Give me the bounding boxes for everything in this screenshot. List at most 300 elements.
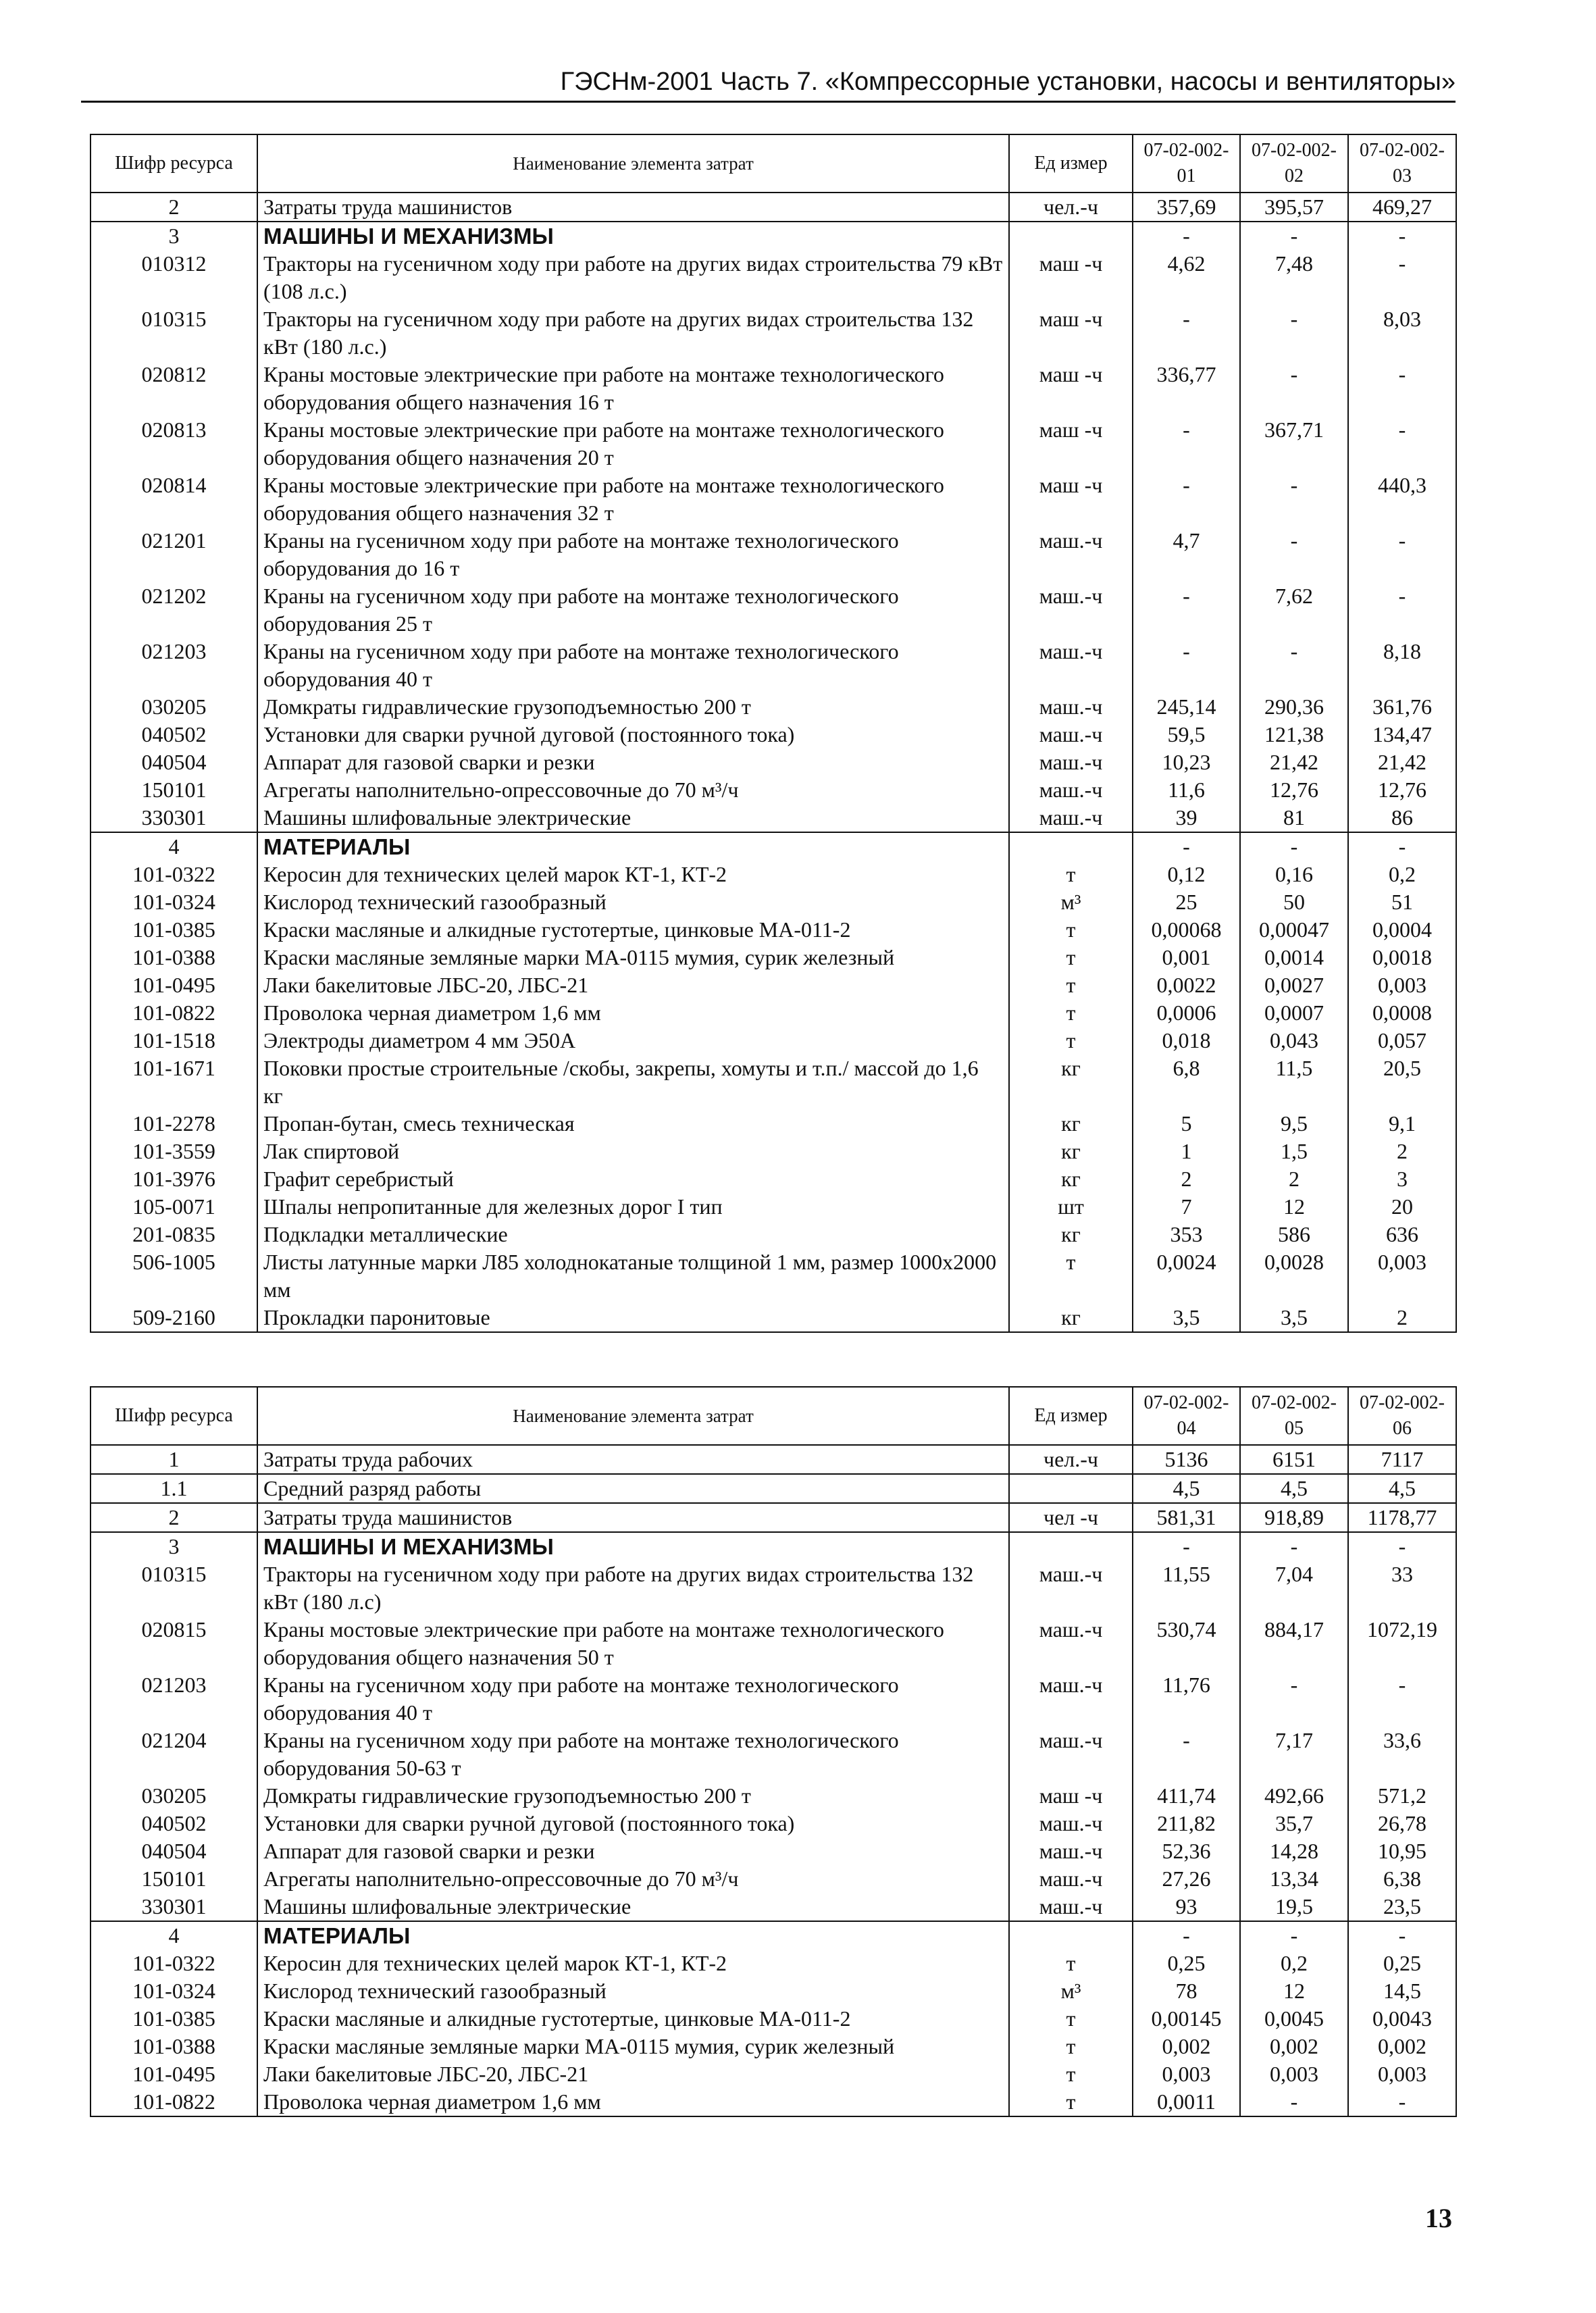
variant-value-1: 336,77	[1133, 361, 1240, 416]
resource-name: Проволока черная диаметром 1,6 мм	[257, 999, 1009, 1027]
variant-value-1: 0,12	[1133, 861, 1240, 888]
variant-value-3: -	[1348, 1532, 1456, 1560]
variant-value-1: -	[1133, 1921, 1240, 1950]
unit-of-measure: маш -ч	[1009, 361, 1133, 416]
resource-name: Прокладки паронитовые	[257, 1304, 1009, 1332]
variant-value-1: -	[1133, 1727, 1240, 1782]
variant-value-2: 1,5	[1240, 1138, 1348, 1165]
table-row	[91, 1138, 1456, 1165]
resource-code: 101-1518	[91, 1027, 257, 1054]
variant-value-3: 20	[1348, 1193, 1456, 1221]
unit-of-measure: т	[1009, 944, 1133, 971]
resource-name: Краны на гусеничном ходу при работе на монтаже технологического оборудования до 16 т	[257, 527, 1009, 582]
variant-value-1: 353	[1133, 1221, 1240, 1248]
resource-code: 101-0822	[91, 2088, 257, 2116]
variant-value-1: -	[1133, 305, 1240, 361]
unit-of-measure: т	[1009, 999, 1133, 1027]
resource-code: 020814	[91, 472, 257, 527]
variant-value-2: 0,00047	[1240, 916, 1348, 944]
section-row	[91, 1532, 1456, 1560]
unit-of-measure: маш.-ч	[1009, 1865, 1133, 1893]
variant-value-2: 918,89	[1240, 1503, 1348, 1532]
resource-table-1	[90, 134, 1457, 1333]
variant-value-3: -	[1348, 1921, 1456, 1950]
resource-name: Краски масляные земляные марки МА-0115 мумия, сурик железный	[257, 2033, 1009, 2060]
table-row	[91, 721, 1456, 748]
resource-code: 101-1671	[91, 1054, 257, 1110]
unit-of-measure: т	[1009, 1950, 1133, 1977]
resource-code: 4	[91, 832, 257, 861]
variant-value-1: 39	[1133, 804, 1240, 832]
resource-name: Затраты труда машинистов	[257, 193, 1009, 222]
variant-value-3: 0,0004	[1348, 916, 1456, 944]
resource-name: МАТЕРИАЛЫ	[257, 1921, 1009, 1950]
resource-name: Электроды диаметром 4 мм Э50А	[257, 1027, 1009, 1054]
unit-of-measure: м³	[1009, 888, 1133, 916]
resource-code: 030205	[91, 1782, 257, 1810]
table-row	[91, 582, 1456, 638]
resource-code: 1.1	[91, 1474, 257, 1503]
variant-value-1: 0,0022	[1133, 971, 1240, 999]
variant-value-2: 7,62	[1240, 582, 1348, 638]
variant-value-3: 6,38	[1348, 1865, 1456, 1893]
variant-value-2: 14,28	[1240, 1837, 1348, 1865]
resource-name: Краны на гусеничном ходу при работе на монтаже технологического оборудования 40 т	[257, 638, 1009, 693]
table-row	[91, 1110, 1456, 1138]
resource-name: Подкладки металлические	[257, 1221, 1009, 1248]
variant-value-1: 10,23	[1133, 748, 1240, 776]
variant-value-3: 33	[1348, 1560, 1456, 1616]
resource-code: 101-2278	[91, 1110, 257, 1138]
variant-value-2: 884,17	[1240, 1616, 1348, 1671]
resource-code: 330301	[91, 1893, 257, 1921]
variant-value-1: 1	[1133, 1138, 1240, 1165]
table-row	[91, 1893, 1456, 1921]
unit-of-measure: т	[1009, 1027, 1133, 1054]
resource-code: 040502	[91, 1810, 257, 1837]
unit-of-measure: м³	[1009, 1977, 1133, 2005]
table-row	[91, 1248, 1456, 1304]
resource-code: 101-0324	[91, 888, 257, 916]
variant-value-3: -	[1348, 582, 1456, 638]
variant-value-2: -	[1240, 1532, 1348, 1560]
resource-code: 021201	[91, 527, 257, 582]
unit-of-measure: чел.-ч	[1009, 1445, 1133, 1474]
resource-code: 1	[91, 1445, 257, 1474]
col-header-unit: Ед измер	[1009, 1387, 1133, 1445]
resource-name: Машины шлифовальные электрические	[257, 1893, 1009, 1921]
variant-value-3: 7117	[1348, 1445, 1456, 1474]
variant-value-2: 367,71	[1240, 416, 1348, 472]
resource-name: Затраты труда рабочих	[257, 1445, 1009, 1474]
resource-name: Листы латунные марки Л85 холоднокатаные толщиной 1 мм, размер 1000x2000 мм	[257, 1248, 1009, 1304]
variant-value-1: 93	[1133, 1893, 1240, 1921]
col-header-unit: Ед измер	[1009, 134, 1133, 193]
resource-code: 030205	[91, 693, 257, 721]
variant-value-1: 245,14	[1133, 693, 1240, 721]
variant-value-2: 0,0027	[1240, 971, 1348, 999]
variant-value-1: -	[1133, 638, 1240, 693]
col-header-variant-6: 07-02-002-06	[1348, 1387, 1456, 1445]
col-header-variant-2: 07-02-002-02	[1240, 134, 1348, 193]
table-row	[91, 193, 1456, 222]
variant-value-3: 469,27	[1348, 193, 1456, 222]
variant-value-1: 4,62	[1133, 250, 1240, 305]
unit-of-measure: маш.-ч	[1009, 721, 1133, 748]
unit-of-measure: маш -ч	[1009, 416, 1133, 472]
table-row	[91, 776, 1456, 804]
variant-value-1: 0,0024	[1133, 1248, 1240, 1304]
variant-value-2: 0,003	[1240, 2060, 1348, 2088]
resource-code: 330301	[91, 804, 257, 832]
table-row	[91, 638, 1456, 693]
variant-value-2: 12	[1240, 1977, 1348, 2005]
section-row	[91, 222, 1456, 250]
variant-value-2: 395,57	[1240, 193, 1348, 222]
unit-of-measure: маш.-ч	[1009, 638, 1133, 693]
variant-value-3: 0,2	[1348, 861, 1456, 888]
variant-value-2: -	[1240, 1921, 1348, 1950]
table-row	[91, 1221, 1456, 1248]
table-row	[91, 1503, 1456, 1532]
unit-of-measure: чел -ч	[1009, 1503, 1133, 1532]
unit-of-measure: т	[1009, 971, 1133, 999]
variant-value-3: -	[1348, 250, 1456, 305]
variant-value-3: 571,2	[1348, 1782, 1456, 1810]
resource-name: МАШИНЫ И МЕХАНИЗМЫ	[257, 222, 1009, 250]
unit-of-measure: маш -ч	[1009, 472, 1133, 527]
resource-code: 040504	[91, 748, 257, 776]
variant-value-3: 23,5	[1348, 1893, 1456, 1921]
variant-value-3: 0,003	[1348, 2060, 1456, 2088]
unit-of-measure: т	[1009, 2088, 1133, 2116]
resource-code: 040504	[91, 1837, 257, 1865]
variant-value-1: -	[1133, 222, 1240, 250]
unit-of-measure: кг	[1009, 1165, 1133, 1193]
variant-value-3: 361,76	[1348, 693, 1456, 721]
variant-value-2: -	[1240, 527, 1348, 582]
variant-value-3: -	[1348, 1671, 1456, 1727]
resource-name: Лак спиртовой	[257, 1138, 1009, 1165]
variant-value-3: -	[1348, 2088, 1456, 2116]
resource-name: МАТЕРИАЛЫ	[257, 832, 1009, 861]
resource-code: 101-0322	[91, 861, 257, 888]
unit-of-measure: чел.-ч	[1009, 193, 1133, 222]
variant-value-3: 0,003	[1348, 1248, 1456, 1304]
resource-name: Установки для сварки ручной дуговой (постоянного тока)	[257, 721, 1009, 748]
variant-value-1: -	[1133, 416, 1240, 472]
variant-value-3: 1178,77	[1348, 1503, 1456, 1532]
variant-value-1: 4,7	[1133, 527, 1240, 582]
table-row	[91, 1027, 1456, 1054]
resource-code: 3	[91, 222, 257, 250]
variant-value-2: 50	[1240, 888, 1348, 916]
table-row	[91, 1616, 1456, 1671]
table-row	[91, 1671, 1456, 1727]
variant-value-3: 0,0018	[1348, 944, 1456, 971]
resource-name: Тракторы на гусеничном ходу при работе на других видах строительства 132 кВт (180 л.с.)	[257, 305, 1009, 361]
unit-of-measure: маш -ч	[1009, 305, 1133, 361]
variant-value-2: 2	[1240, 1165, 1348, 1193]
resource-code: 150101	[91, 1865, 257, 1893]
table-row	[91, 472, 1456, 527]
col-header-name: Наименование элемента затрат	[257, 134, 1009, 193]
resource-code: 021203	[91, 1671, 257, 1727]
table-header-row	[91, 1387, 1456, 1445]
resource-name: Краны на гусеничном ходу при работе на монтаже технологического оборудования 25 т	[257, 582, 1009, 638]
variant-value-1: -	[1133, 1532, 1240, 1560]
variant-value-2: 12,76	[1240, 776, 1348, 804]
section-row	[91, 832, 1456, 861]
unit-of-measure: маш.-ч	[1009, 1727, 1133, 1782]
col-header-variant-1: 07-02-002-01	[1133, 134, 1240, 193]
variant-value-1: -	[1133, 832, 1240, 861]
table-row	[91, 2033, 1456, 2060]
variant-value-3: 10,95	[1348, 1837, 1456, 1865]
variant-value-1: 411,74	[1133, 1782, 1240, 1810]
resource-code: 101-0388	[91, 2033, 257, 2060]
unit-of-measure: маш.-ч	[1009, 1616, 1133, 1671]
variant-value-2: 81	[1240, 804, 1348, 832]
table-row	[91, 1782, 1456, 1810]
col-header-variant-5: 07-02-002-05	[1240, 1387, 1348, 1445]
unit-of-measure: маш.-ч	[1009, 1837, 1133, 1865]
variant-value-2: 35,7	[1240, 1810, 1348, 1837]
variant-value-1: 78	[1133, 1977, 1240, 2005]
unit-of-measure	[1009, 1474, 1133, 1503]
variant-value-1: 11,76	[1133, 1671, 1240, 1727]
variant-value-3: -	[1348, 832, 1456, 861]
variant-value-2: 7,04	[1240, 1560, 1348, 1616]
variant-value-1: 211,82	[1133, 1810, 1240, 1837]
resource-name: Краски масляные и алкидные густотертые, цинковые МА-011-2	[257, 916, 1009, 944]
table-row	[91, 527, 1456, 582]
unit-of-measure: маш.-ч	[1009, 1671, 1133, 1727]
resource-name: Краны мостовые электрические при работе на монтаже технологического оборудования общего назначения 50 т	[257, 1616, 1009, 1671]
variant-value-2: -	[1240, 638, 1348, 693]
variant-value-1: -	[1133, 582, 1240, 638]
variant-value-2: -	[1240, 1671, 1348, 1727]
resource-name: Краны мостовые электрические при работе на монтаже технологического оборудования общего назначения 20 т	[257, 416, 1009, 472]
resource-name: Агрегаты наполнительно-опрессовочные до 70 м³/ч	[257, 776, 1009, 804]
resource-code: 2	[91, 193, 257, 222]
variant-value-1: 11,55	[1133, 1560, 1240, 1616]
resource-name: Затраты труда машинистов	[257, 1503, 1009, 1532]
unit-of-measure: т	[1009, 916, 1133, 944]
col-header-name: Наименование элемента затрат	[257, 1387, 1009, 1445]
variant-value-1: 59,5	[1133, 721, 1240, 748]
variant-value-1: 0,00145	[1133, 2005, 1240, 2033]
table-row	[91, 944, 1456, 971]
table-row	[91, 1977, 1456, 2005]
variant-value-1: 27,26	[1133, 1865, 1240, 1893]
variant-value-3: 1072,19	[1348, 1616, 1456, 1671]
variant-value-1: 3,5	[1133, 1304, 1240, 1332]
table-row	[91, 361, 1456, 416]
unit-of-measure: кг	[1009, 1221, 1133, 1248]
variant-value-3: 2	[1348, 1138, 1456, 1165]
resource-name: Краны мостовые электрические при работе на монтаже технологического оборудования общего назначения 32 т	[257, 472, 1009, 527]
table-row	[91, 916, 1456, 944]
resource-name: Агрегаты наполнительно-опрессовочные до 70 м³/ч	[257, 1865, 1009, 1893]
variant-value-3: 20,5	[1348, 1054, 1456, 1110]
unit-of-measure: маш.-ч	[1009, 804, 1133, 832]
table-row	[91, 1304, 1456, 1332]
resource-code: 3	[91, 1532, 257, 1560]
table-row	[91, 1445, 1456, 1474]
resource-code: 4	[91, 1921, 257, 1950]
variant-value-3: 0,0043	[1348, 2005, 1456, 2033]
resource-code: 101-0324	[91, 1977, 257, 2005]
unit-of-measure: т	[1009, 1248, 1133, 1304]
unit-of-measure: т	[1009, 2060, 1133, 2088]
variant-value-3: 0,0008	[1348, 999, 1456, 1027]
variant-value-1: 6,8	[1133, 1054, 1240, 1110]
table-row	[91, 2060, 1456, 2088]
resource-name: Средний разряд работы	[257, 1474, 1009, 1503]
variant-value-2: 0,0014	[1240, 944, 1348, 971]
resource-name: Машины шлифовальные электрические	[257, 804, 1009, 832]
variant-value-1: 0,001	[1133, 944, 1240, 971]
unit-of-measure: кг	[1009, 1110, 1133, 1138]
table-row	[91, 693, 1456, 721]
resource-code: 506-1005	[91, 1248, 257, 1304]
variant-value-3: 4,5	[1348, 1474, 1456, 1503]
table-row	[91, 888, 1456, 916]
unit-of-measure	[1009, 1921, 1133, 1950]
variant-value-1: 357,69	[1133, 193, 1240, 222]
table-row	[91, 1560, 1456, 1616]
resource-name: Графит серебристый	[257, 1165, 1009, 1193]
table-row	[91, 1474, 1456, 1503]
variant-value-1: 52,36	[1133, 1837, 1240, 1865]
variant-value-2: -	[1240, 361, 1348, 416]
unit-of-measure: маш.-ч	[1009, 1810, 1133, 1837]
unit-of-measure: т	[1009, 861, 1133, 888]
table-row	[91, 2005, 1456, 2033]
unit-of-measure: маш.-ч	[1009, 1560, 1133, 1616]
variant-value-3: 21,42	[1348, 748, 1456, 776]
table-row	[91, 1193, 1456, 1221]
page-number: 13	[1425, 2203, 1452, 2233]
variant-value-1: -	[1133, 472, 1240, 527]
variant-value-2: 13,34	[1240, 1865, 1348, 1893]
table-row	[91, 1810, 1456, 1837]
variant-value-2: 0,043	[1240, 1027, 1348, 1054]
variant-value-3: 0,002	[1348, 2033, 1456, 2060]
variant-value-2: 0,2	[1240, 1950, 1348, 1977]
resource-code: 040502	[91, 721, 257, 748]
variant-value-3: 86	[1348, 804, 1456, 832]
variant-value-3: 636	[1348, 1221, 1456, 1248]
variant-value-3: 12,76	[1348, 776, 1456, 804]
resource-name: Краски масляные и алкидные густотертые, цинковые МА-011-2	[257, 2005, 1009, 2033]
resource-code: 020813	[91, 416, 257, 472]
resource-code: 105-0071	[91, 1193, 257, 1221]
variant-value-3: 51	[1348, 888, 1456, 916]
resource-name: Кислород технический газообразный	[257, 888, 1009, 916]
resource-name: Шпалы непропитанные для железных дорог I тип	[257, 1193, 1009, 1221]
resource-code: 101-0495	[91, 971, 257, 999]
table-row	[91, 1165, 1456, 1193]
variant-value-2: 586	[1240, 1221, 1348, 1248]
variant-value-2: 0,002	[1240, 2033, 1348, 2060]
resource-name: Аппарат для газовой сварки и резки	[257, 1837, 1009, 1865]
table-row	[91, 1837, 1456, 1865]
unit-of-measure: маш.-ч	[1009, 776, 1133, 804]
unit-of-measure	[1009, 1532, 1133, 1560]
variant-value-2: -	[1240, 222, 1348, 250]
section-row	[91, 1921, 1456, 1950]
resource-code: 101-0322	[91, 1950, 257, 1977]
resource-code: 201-0835	[91, 1221, 257, 1248]
variant-value-3: 134,47	[1348, 721, 1456, 748]
resource-name: Лаки бакелитовые ЛБС-20, ЛБС-21	[257, 971, 1009, 999]
variant-value-2: 121,38	[1240, 721, 1348, 748]
col-header-code: Шифр ресурса	[91, 134, 257, 193]
variant-value-3: -	[1348, 361, 1456, 416]
unit-of-measure: кг	[1009, 1054, 1133, 1110]
variant-value-3: 0,25	[1348, 1950, 1456, 1977]
variant-value-2: -	[1240, 2088, 1348, 2116]
variant-value-1: 7	[1133, 1193, 1240, 1221]
resource-name: Аппарат для газовой сварки и резки	[257, 748, 1009, 776]
table-row	[91, 1865, 1456, 1893]
variant-value-1: 25	[1133, 888, 1240, 916]
resource-code: 150101	[91, 776, 257, 804]
unit-of-measure: кг	[1009, 1138, 1133, 1165]
table-body	[91, 193, 1456, 1332]
resource-code: 010315	[91, 1560, 257, 1616]
variant-value-3: -	[1348, 416, 1456, 472]
unit-of-measure	[1009, 832, 1133, 861]
table-row	[91, 250, 1456, 305]
unit-of-measure: маш.-ч	[1009, 582, 1133, 638]
resource-name: Керосин для технических целей марок КТ-1, КТ-2	[257, 861, 1009, 888]
variant-value-1: 530,74	[1133, 1616, 1240, 1671]
variant-value-2: 6151	[1240, 1445, 1348, 1474]
variant-value-1: 4,5	[1133, 1474, 1240, 1503]
variant-value-3: 2	[1348, 1304, 1456, 1332]
variant-value-2: 0,16	[1240, 861, 1348, 888]
variant-value-1: 0,0011	[1133, 2088, 1240, 2116]
variant-value-2: -	[1240, 472, 1348, 527]
resource-name: Пропан-бутан, смесь техническая	[257, 1110, 1009, 1138]
variant-value-1: 11,6	[1133, 776, 1240, 804]
variant-value-1: 0,018	[1133, 1027, 1240, 1054]
resource-table-2	[90, 1386, 1457, 2117]
resource-code: 101-3559	[91, 1138, 257, 1165]
resource-name: Краны мостовые электрические при работе на монтаже технологического оборудования общего назначения 16 т	[257, 361, 1009, 416]
resource-code: 021202	[91, 582, 257, 638]
variant-value-2: 290,36	[1240, 693, 1348, 721]
variant-value-3: 440,3	[1348, 472, 1456, 527]
variant-value-2: 12	[1240, 1193, 1348, 1221]
unit-of-measure: маш.-ч	[1009, 527, 1133, 582]
unit-of-measure	[1009, 222, 1133, 250]
resource-name: Краски масляные земляные марки МА-0115 мумия, сурик железный	[257, 944, 1009, 971]
variant-value-2: 7,48	[1240, 250, 1348, 305]
table-header-row	[91, 134, 1456, 193]
resource-name: Тракторы на гусеничном ходу при работе на других видах строительства 79 кВт (108 л.с.)	[257, 250, 1009, 305]
resource-code: 2	[91, 1503, 257, 1532]
unit-of-measure: маш.-ч	[1009, 748, 1133, 776]
resource-name: Кислород технический газообразный	[257, 1977, 1009, 2005]
resource-code: 101-0822	[91, 999, 257, 1027]
variant-value-2: 11,5	[1240, 1054, 1348, 1110]
variant-value-1: 0,002	[1133, 2033, 1240, 2060]
resource-code: 101-0495	[91, 2060, 257, 2088]
